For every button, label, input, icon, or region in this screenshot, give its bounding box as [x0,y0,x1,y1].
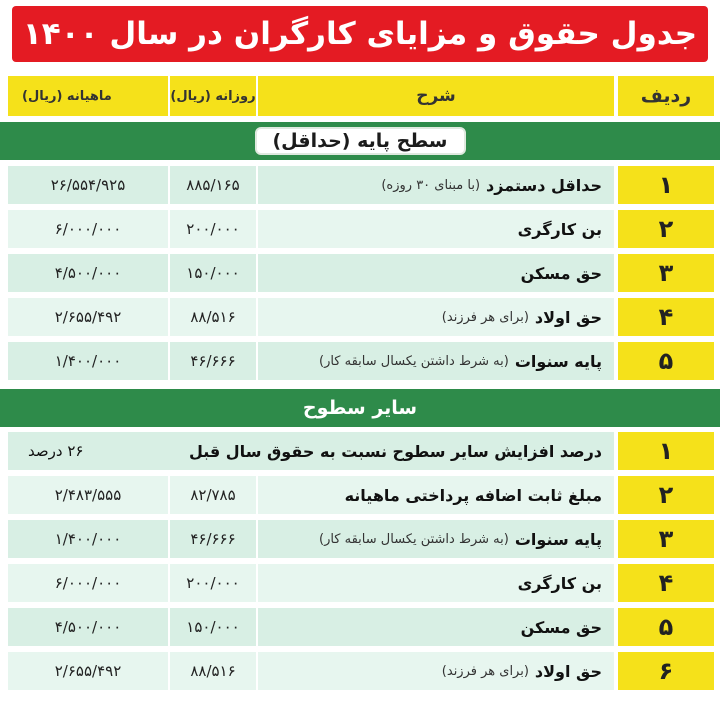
daily-value: ۱۵۰/۰۰۰ [170,254,256,292]
row-description [258,166,614,204]
table-row [0,297,720,337]
row-description [258,210,614,248]
description-text: بن کارگری [517,219,602,239]
daily-value: ۸۸۵/۱۶۵ [170,166,256,204]
row-number: ۴ [618,298,714,336]
row-number: ۵ [618,608,714,646]
row-number: ۲ [618,210,714,248]
monthly-value: ۱/۴۰۰/۰۰۰ [8,342,168,380]
description-text: حداقل دستمزد [486,175,602,195]
description-text: پایه سنوات [514,351,602,371]
daily-value: ۸۸/۵۱۶ [170,652,256,690]
table-row [0,475,720,515]
row-description [258,298,614,336]
table-row [0,209,720,249]
monthly-value: ۶/۰۰۰/۰۰۰ [8,564,168,602]
description-text: پایه سنوات [514,529,602,549]
row-number: ۴ [618,564,714,602]
row-description [258,564,614,602]
monthly-value: ۴/۵۰۰/۰۰۰ [8,254,168,292]
description-text: حق اولاد [534,307,602,327]
description-note: (با مبنای ۳۰ روزه) [381,177,481,193]
table-row [0,519,720,559]
table-row [0,563,720,603]
monthly-value: ۴/۵۰۰/۰۰۰ [8,608,168,646]
description-text: بن کارگری [517,573,602,593]
percent-value: ۲۶ درصد [28,442,84,460]
monthly-value: ۲/۴۸۳/۵۵۵ [8,476,168,514]
daily-value: ۴۶/۶۶۶ [170,520,256,558]
row-number: ۳ [618,520,714,558]
header-daily: روزانه (ریال) [170,76,256,116]
description-text: مبلغ ثابت اضافه پرداختی ماهیانه [344,485,602,505]
header-monthly: ماهیانه (ریال) [8,76,168,116]
description-text: درصد افزایش سایر سطوح نسبت به حقوق سال قبل [188,441,602,461]
description-note: (به شرط داشتن یکسال سابقه کار) [319,353,509,369]
header-sharh: شرح [258,76,614,116]
daily-value: ۸۲/۷۸۵ [170,476,256,514]
section-title: سطح پایه (حداقل) [255,127,466,155]
row-number: ۲ [618,476,714,514]
table-row [0,651,720,691]
daily-value: ۴۶/۶۶۶ [170,342,256,380]
daily-value: ۲۰۰/۰۰۰ [170,564,256,602]
monthly-value: ۲۶/۵۵۴/۹۲۵ [8,166,168,204]
row-number: ۱ [618,166,714,204]
row-description-wide [8,432,614,470]
section-header-other [0,389,720,427]
daily-value: ۱۵۰/۰۰۰ [170,608,256,646]
page-title: جدول حقوق و مزایای کارگران در سال ۱۴۰۰ [12,6,708,62]
description-note: (برای هر فرزند) [441,309,529,325]
daily-value: ۲۰۰/۰۰۰ [170,210,256,248]
table-row [0,431,720,471]
daily-value: ۸۸/۵۱۶ [170,298,256,336]
table-row [0,253,720,293]
section-header-base [0,122,720,160]
table-row [0,341,720,381]
monthly-value: ۲/۶۵۵/۴۹۲ [8,298,168,336]
row-description [258,608,614,646]
description-note: (برای هر فرزند) [441,663,529,679]
row-number: ۵ [618,342,714,380]
section-title: سایر سطوح [302,397,418,419]
header-radif: ردیف [618,76,714,116]
row-number: ۱ [618,432,714,470]
description-note: (به شرط داشتن یکسال سابقه کار) [319,531,509,547]
row-description [258,652,614,690]
row-description [258,254,614,292]
description-text: حق مسکن [520,263,602,283]
monthly-value: ۱/۴۰۰/۰۰۰ [8,520,168,558]
row-description [258,342,614,380]
row-description [258,476,614,514]
description-text: حق اولاد [534,661,602,681]
description-text: حق مسکن [520,617,602,637]
table-row [0,607,720,647]
table-row [0,165,720,205]
monthly-value: ۶/۰۰۰/۰۰۰ [8,210,168,248]
row-number: ۳ [618,254,714,292]
row-description [258,520,614,558]
row-number: ۶ [618,652,714,690]
monthly-value: ۲/۶۵۵/۴۹۲ [8,652,168,690]
